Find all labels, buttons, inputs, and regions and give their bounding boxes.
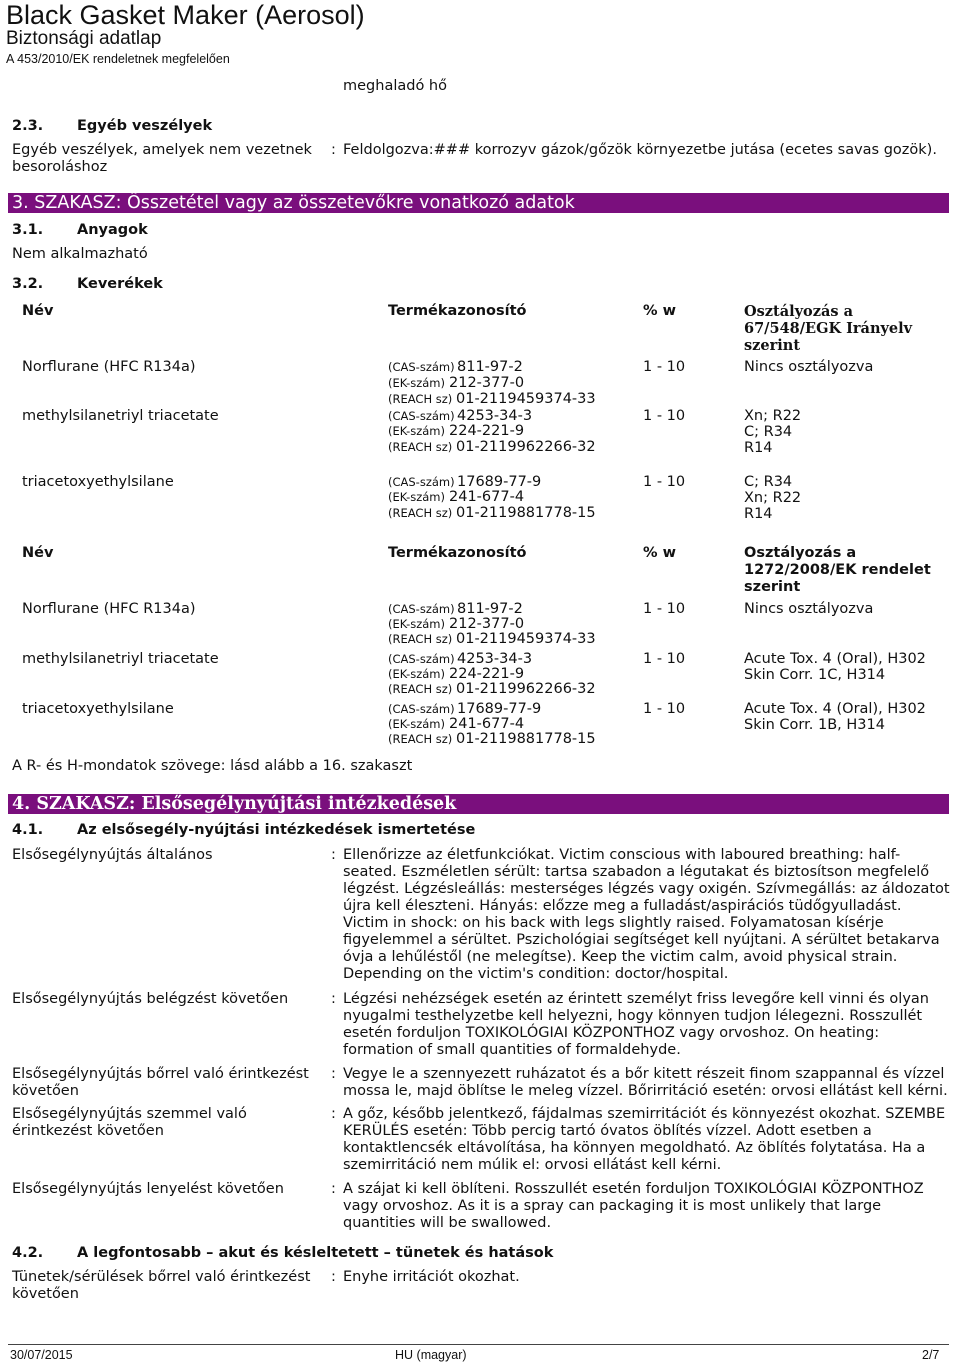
classification-line: Skin Corr. 1C, H314 (744, 667, 886, 683)
ek-number: 224-221-9 (449, 666, 525, 682)
percent-value: 1 - 10 (643, 651, 686, 667)
col-header-classification-2: 67/548/EGK Irányelv (744, 320, 913, 337)
ek-label: (EK-szám) (388, 667, 446, 681)
section-4-1-title: Az elsősegély-nyújtási intézkedések ismertetése (77, 822, 476, 838)
percent-value: 1 - 10 (643, 408, 686, 424)
first-aid-text-line: nyugalmi testhelyzetbe kell helyezni, hogy könnyen tudjon lélegezni. Rosszullét (343, 1008, 923, 1024)
ek-label: (EK-szám) (388, 490, 446, 504)
cas-label: (CAS-szám) (388, 360, 455, 374)
cas-label: (CAS-szám) (388, 652, 455, 666)
first-aid-label: Elsősegélynyújtás bőrrel való érintkezést (12, 1066, 309, 1082)
reach-label: (REACH sz) (388, 392, 453, 406)
ek-label: (EK-szám) (388, 717, 446, 731)
ek-label: (EK-szám) (388, 376, 446, 390)
first-aid-text-line: quantities will be swallowed. (343, 1215, 552, 1231)
ek-number: 212-377-0 (449, 616, 525, 632)
first-aid-text-line: A szájat ki kell öblíteni. Rosszullét esetén forduljon TOXIKOLÓGIAI KÖZPONTHOZ (343, 1181, 924, 1197)
col-header-name: Név (22, 303, 54, 319)
ek-number: 241-677-4 (449, 716, 525, 732)
classification-line: Nincs osztályozva (744, 601, 874, 617)
colon: : (331, 1181, 336, 1197)
r-h-phrases-note: A R- és H-mondatok szövege: lásd alább a 16. szakaszt (12, 758, 413, 774)
first-aid-label: Elsősegélynyújtás lenyelést követően (12, 1181, 284, 1197)
first-aid-label: Elsősegélynyújtás általános (12, 847, 213, 863)
first-aid-text-line: seated. Eszméletlen sérült: tartsa szabadon a légutakat és biztosítson megfelelő (343, 864, 930, 880)
reach-number: 01-2119962266-32 (456, 681, 596, 697)
first-aid-label: érintkezést követően (12, 1123, 164, 1139)
first-aid-text-line: légzést. Légzésleállás: mesterséges légzés vagy oxigén. Szívmegállás: az áldozatot (343, 881, 950, 897)
regulation-note: A 453/2010/EK rendeletnek megfelelően (6, 52, 230, 66)
first-aid-label: követően (12, 1083, 79, 1099)
symptoms-skin-label: Tünetek/sérülések bőrrel való érintkezést (12, 1269, 311, 1285)
footer-rule (8, 1344, 949, 1345)
first-aid-text-line: kontaktlencsék eltávolítása, ha könnyen megoldható. Az öblítés folytatása. Ha a (343, 1140, 926, 1156)
col-header-classification-2: 1272/2008/EK rendelet (744, 562, 931, 578)
reach-number: 01-2119881778-15 (456, 731, 596, 747)
document-type: Biztonsági adatlap (6, 28, 162, 49)
percent-value: 1 - 10 (643, 601, 686, 617)
reach-number: 01-2119962266-32 (456, 439, 596, 455)
first-aid-text-line: Légzési nehézségek esetén az érintett személyt friss levegőre kell vinni és olyan (343, 991, 929, 1007)
section-2-3-title: Egyéb veszélyek (77, 118, 213, 134)
section-4-2-number: 4.2. (12, 1245, 44, 1261)
first-aid-text-line: Victim in shock: on his back with legs slightly raised. Folyamatosan kísérje (343, 915, 884, 931)
reach-label: (REACH sz) (388, 732, 453, 746)
classification-line: R14 (744, 506, 773, 522)
table-row-name: Norflurane (HFC R134a) (22, 601, 196, 617)
first-aid-text-line: figyelemmel a sérültet. Pszichológiai segítséget kell nyújtani. A sérültet betakarva (343, 932, 940, 948)
cas-number: 17689-77-9 (457, 701, 542, 717)
symptoms-skin-value: Enyhe irritációt okozhat. (343, 1269, 520, 1285)
reach-number: 01-2119459374-33 (456, 631, 596, 647)
classification-line: C; R34 (744, 424, 793, 440)
section-3-1-title: Anyagok (77, 222, 148, 238)
colon: : (331, 1269, 336, 1285)
ek-number: 212-377-0 (449, 375, 525, 391)
cas-number: 811-97-2 (457, 601, 523, 617)
first-aid-text-line: Ellenőrizze az életfunkciókat. Victim conscious with laboured breathing: half- (343, 847, 901, 863)
colon: : (331, 991, 336, 1007)
col-header-product-id: Termékazonosító (388, 545, 527, 561)
col-header-classification-3: szerint (744, 579, 801, 595)
col-header-percent: % w (643, 303, 676, 319)
classification-line: Xn; R22 (744, 408, 802, 424)
table-row-name: methylsilanetriyl triacetate (22, 408, 219, 424)
first-aid-text-line: mossa le, majd öblítse le meleg vízzel. Bőrirritáció esetén: orvosi ellátást kell kérni. (343, 1083, 948, 1099)
first-aid-label: Elsősegélynyújtás belégzést követően (12, 991, 289, 1007)
section-3-2-title: Keverékek (77, 276, 163, 292)
reach-number: 01-2119881778-15 (456, 505, 596, 521)
classification-line: Acute Tox. 4 (Oral), H302 (744, 701, 926, 717)
classification-line: C; R34 (744, 474, 793, 490)
section-4-band: 4. SZAKASZ: Elsősegélynyújtási intézkedések (8, 794, 949, 814)
section-4-1-number: 4.1. (12, 822, 44, 838)
first-aid-text-line: A gőz, később jelentkező, fájdalmas szemirritációt és könnyezést okozhat. SZEMBE (343, 1106, 946, 1122)
colon: : (331, 1066, 336, 1082)
col-header-classification-3: szerint (744, 337, 801, 354)
col-header-name: Név (22, 545, 54, 561)
col-header-product-id: Termékazonosító (388, 303, 527, 319)
cas-number: 4253-34-3 (457, 651, 533, 667)
product-title: Black Gasket Maker (Aerosol) (6, 0, 365, 30)
reach-label: (REACH sz) (388, 440, 453, 454)
percent-value: 1 - 10 (643, 474, 686, 490)
reach-label: (REACH sz) (388, 682, 453, 696)
cas-number: 811-97-2 (457, 359, 523, 375)
table-row-name: Norflurane (HFC R134a) (22, 359, 196, 375)
footer-date: 30/07/2015 (10, 1348, 73, 1362)
reach-label: (REACH sz) (388, 632, 453, 646)
table-row-name: triacetoxyethylsilane (22, 701, 174, 717)
cas-number: 4253-34-3 (457, 408, 533, 424)
section-3-1-number: 3.1. (12, 222, 44, 238)
ek-label: (EK-szám) (388, 424, 446, 438)
ek-number: 241-677-4 (449, 489, 525, 505)
first-aid-text-line: KERÜLÉS esetén: Több percig tartó óvatos öblítés vízzel. Adott esetben a (343, 1123, 872, 1139)
col-header-classification-1: Osztályozás a (744, 545, 857, 561)
classification-line: Skin Corr. 1B, H314 (744, 717, 885, 733)
cas-label: (CAS-szám) (388, 475, 455, 489)
col-header-percent: % w (643, 545, 676, 561)
colon: : (331, 142, 336, 158)
colon: : (331, 1106, 336, 1122)
other-hazards-label-line2: besoroláshoz (12, 159, 108, 175)
first-aid-text-line: újra kell éleszteni. Hányás: előzze meg a fulladást/aspirációs tüdőgyulladást. (343, 898, 902, 914)
percent-value: 1 - 10 (643, 359, 686, 375)
table-row-name: methylsilanetriyl triacetate (22, 651, 219, 667)
footer-language: HU (magyar) (395, 1348, 467, 1362)
first-aid-label: Elsősegélynyújtás szemmel való (12, 1106, 247, 1122)
first-aid-text-line: Vegye le a szennyezett ruházatot és a bőr kitett részeit finom szappannal és vízzel (343, 1066, 945, 1082)
percent-value: 1 - 10 (643, 701, 686, 717)
cas-label: (CAS-szám) (388, 409, 455, 423)
classification-line: Nincs osztályozva (744, 359, 874, 375)
reach-number: 01-2119459374-33 (456, 391, 596, 407)
cas-number: 17689-77-9 (457, 474, 542, 490)
section-2-3-number: 2.3. (12, 118, 44, 134)
first-aid-text-line: esetén forduljon TOXIKOLÓGIAI KÖZPONTHOZ vagy orvoshoz. On heating: (343, 1025, 880, 1041)
table-row-name: triacetoxyethylsilane (22, 474, 174, 490)
classification-line: R14 (744, 440, 773, 456)
colon: : (331, 847, 336, 863)
cas-label: (CAS-szám) (388, 602, 455, 616)
section-3-2-number: 3.2. (12, 276, 44, 292)
continuation-text: meghaladó hő (343, 78, 447, 94)
other-hazards-value: Feldolgozva:### korrozyv gázok/gőzök környezetbe jutása (ecetes savas gozök). (343, 142, 937, 158)
footer-page-number: 2/7 (922, 1348, 940, 1362)
first-aid-text-line: vagy orvoshoz. As it is a spray can packaging it is most unlikely that large (343, 1198, 882, 1214)
first-aid-text-line: szemirritáció nem múlik el: orvosi ellátást kell kérni. (343, 1157, 722, 1173)
other-hazards-label-line1: Egyéb veszélyek, amelyek nem vezetnek (12, 142, 312, 158)
reach-label: (REACH sz) (388, 506, 453, 520)
classification-line: Xn; R22 (744, 490, 802, 506)
first-aid-text-line: óvja a lehűléstől (ne melegítse). Keep the victim calm, avoid physical strain. (343, 949, 898, 965)
col-header-classification-1: Osztályozás a (744, 303, 853, 320)
classification-line: Acute Tox. 4 (Oral), H302 (744, 651, 926, 667)
first-aid-text-line: formation of small quantities of formaldehyde. (343, 1042, 681, 1058)
cas-label: (CAS-szám) (388, 702, 455, 716)
ek-label: (EK-szám) (388, 617, 446, 631)
ek-number: 224-221-9 (449, 423, 525, 439)
section-3-band: 3. SZAKASZ: Összetétel vagy az összetevőkre vonatkozó adatok (8, 193, 949, 213)
symptoms-skin-label: követően (12, 1286, 79, 1302)
section-4-2-title: A legfontosabb – akut és késleltetett – tünetek és hatások (77, 1245, 554, 1261)
first-aid-text-line: Depending on the victim's condition: doctor/hospital. (343, 966, 729, 982)
section-3-1-value: Nem alkalmazható (12, 246, 148, 262)
